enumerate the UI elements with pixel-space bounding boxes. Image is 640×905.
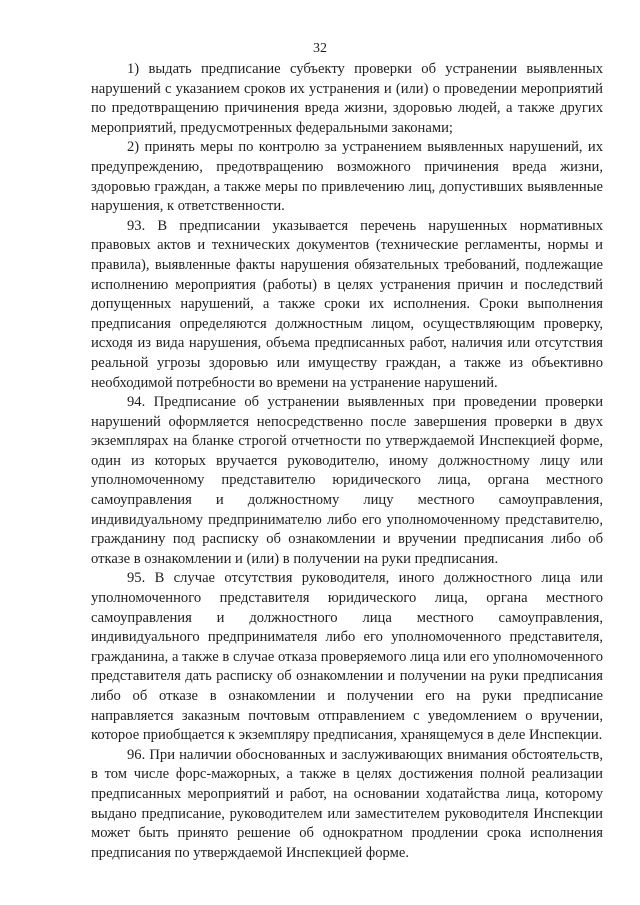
paragraph-93: 93. В предписании указывается перечень нарушенных нормативных правовых актов и технических документов (технические регламенты, нормы и правила), выявленные факты нарушения обязательных требований, подлежащие исполнению мероприятия (работы) в целях устранения причин и последствий допущенных нарушений, а также сроки их исполнения. Сроки выполнения предписания определяются должностным лицом, осуществляющим проверку, исходя из вида нарушения, объема предписанных работ, наличия или отсутствия реальной угрозы здоровью или имуществу граждан, а также из объективно необходимой потребности во времени на устранение нарушений. bbox=[91, 217, 603, 391]
page-number: 32 bbox=[313, 41, 327, 56]
paragraph-item-2: 2) принять меры по контролю за устранением выявленных нарушений, их предупреждению, предотвращению возможного причинения вреда жизни, здоровью граждан, а также меры по привлечению лиц, допустивших выявленные нарушения, к ответственности. bbox=[91, 139, 603, 215]
paragraph-item-1: 1) выдать предписание субъекту проверки об устранении выявленных нарушений с указанием сроков их устранения и (или) о проведении мероприятий по предотвращению причинения вреда жизни, здоровью людей, а также других мероприятий, предусмотренных федеральными законами; bbox=[91, 61, 603, 136]
paragraph-94: 94. Предписание об устранении выявленных при проведении проверки нарушений оформляется непосредственно после завершения проверки в двух экземплярах на бланке строгой отчетности по утверждаемой Инспекцией форме, один из которых вручается руководителю, иному должностному лицу или уполномоченному представителю юридического лица, органа местного самоуправления и должностному лицу местного самоуправления, индивидуальному предпринимателю либо его уполномоченному представителю, гражданину под расписку об ознакомлении и вручении предписания либо об отказе в ознакомлении и (или) в получении на руки предписания. bbox=[91, 394, 603, 567]
paragraph-96: 96. При наличии обоснованных и заслуживающих внимания обстоятельств, в том числе форс-мажорных, а также в целях достижения полной реализации предписанных мероприятий и работ, на основании ходатайства лица, которому выдано предписание, руководителем или заместителем руководителя Инспекции может быть принято решение об однократном продлении срока исполнения предписания по утверждаемой Инспекцией форме. bbox=[91, 746, 603, 861]
document-body bbox=[91, 60, 603, 863]
paragraph-95: 95. В случае отсутствия руководителя, иного должностного лица или уполномоченного представителя юридического лица, органа местного самоуправления и должностного лица местного самоуправления, индивидуального предпринимателя либо его уполномоченного представителя, гражданина, а также в случае отказа проверяемого лица или его уполномоченного представителя дать расписку об ознакомлении и получении на руки предписания либо об отказе в ознакомлении и получении его на руки предписание направляется заказным почтовым отправлением с уведомлением о вручении, которое приобщается к экземпляру предписания, хранящемуся в деле Инспекции. bbox=[91, 570, 603, 744]
